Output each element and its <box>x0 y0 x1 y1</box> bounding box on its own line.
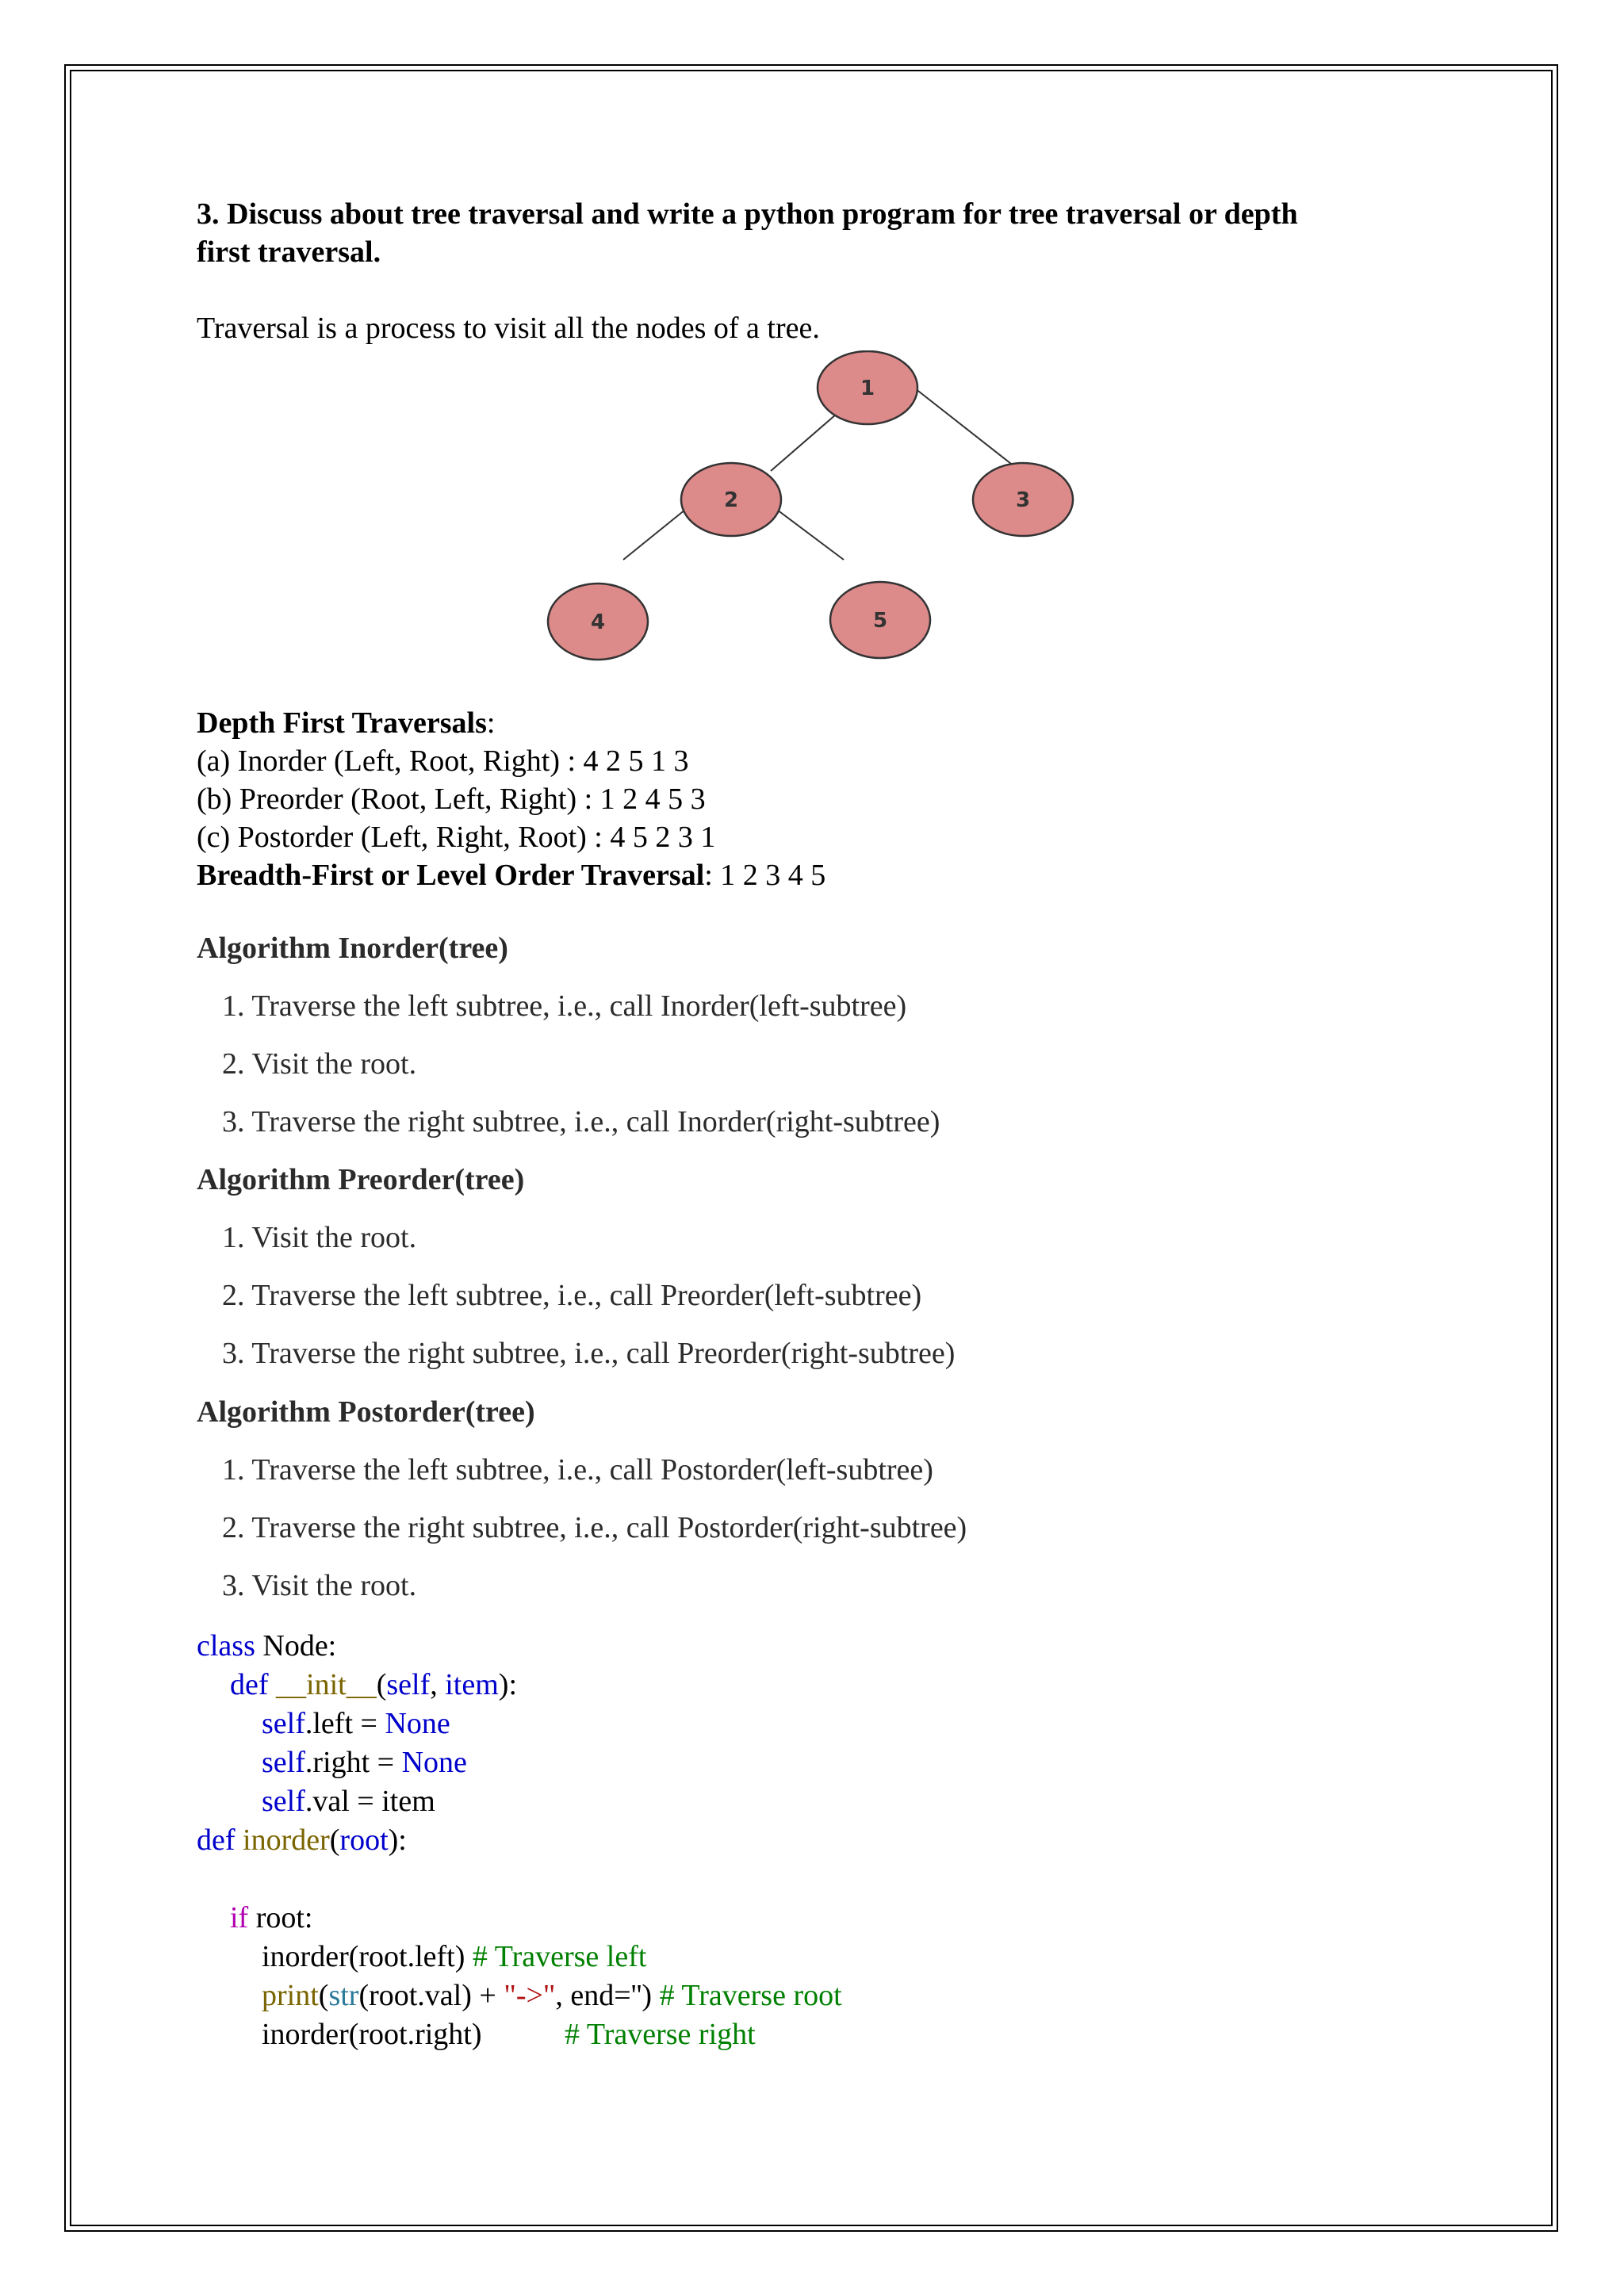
preorder-result: (b) Preorder (Root, Left, Right) : 1 2 4 5 3 <box>197 783 706 816</box>
tree-node-4 <box>548 584 648 660</box>
code-line-self-left: self.left = None <box>262 1707 450 1740</box>
algorithm-preorder-step-3: 3. Traverse the right subtree, i.e., call Preorder(right-subtree) <box>222 1337 956 1370</box>
code-line-if-root: if root: <box>230 1901 313 1934</box>
algorithm-preorder-title: Algorithm Preorder(tree) <box>197 1163 525 1196</box>
algorithm-inorder-step-2: 2. Visit the root. <box>222 1047 417 1081</box>
algorithm-postorder-step-2: 2. Traverse the right subtree, i.e., call Postorder(right-subtree) <box>222 1511 967 1544</box>
algorithm-postorder-step-3: 3. Visit the root. <box>222 1569 417 1602</box>
code-line-inorder-right: inorder(root.right) # Traverse right <box>262 2018 756 2051</box>
bfs-title: Breadth-First or Level Order Traversal <box>197 859 705 892</box>
algorithm-postorder-step-1: 1. Traverse the left subtree, i.e., call Postorder(left-subtree) <box>222 1453 933 1487</box>
dfs-heading <box>197 704 825 742</box>
tree-node-5-label: 5 <box>872 609 888 633</box>
inorder-result: (a) Inorder (Left, Root, Right) : 4 2 5 1 3 <box>197 744 689 778</box>
tree-node-3 <box>973 463 1073 536</box>
algorithm-inorder-step-3: 3. Traverse the right subtree, i.e., call Inorder(right-subtree) <box>222 1105 940 1138</box>
algorithm-inorder-step-1: 1. Traverse the left subtree, i.e., call Inorder(left-subtree) <box>222 989 907 1023</box>
dfs-title: Depth First Traversals <box>197 706 487 740</box>
bfs-value: : 1 2 3 4 5 <box>704 859 826 892</box>
code-line-class: class Node: <box>197 1629 337 1663</box>
tree-node-1 <box>818 351 917 424</box>
tree-node-4-label: 4 <box>590 610 606 634</box>
edge-1-3 <box>915 388 1018 469</box>
traversal-results <box>197 704 825 894</box>
code-line-inorder-left: inorder(root.left) # Traverse left <box>262 1940 647 1973</box>
postorder-result: (c) Postorder (Left, Right, Root) : 4 5 2 3 1 <box>197 821 716 854</box>
code-line-self-val: self.val = item <box>262 1785 435 1818</box>
intro-text: Traversal is a process to visit all the nodes of a tree. <box>197 312 820 345</box>
question-heading-line1: 3. Discuss about tree traversal and write a python program for tree traversal or depth <box>197 197 1298 231</box>
bfs-result <box>197 856 825 894</box>
code-line-def-init: def __init__(self, item): <box>230 1668 518 1701</box>
dfs-title-colon: : <box>486 706 496 740</box>
algorithm-inorder-title: Algorithm Inorder(tree) <box>197 932 508 965</box>
tree-node-5 <box>830 582 930 658</box>
algorithm-preorder-step-2: 2. Traverse the left subtree, i.e., call Preorder(left-subtree) <box>222 1279 922 1312</box>
python-code-block <box>197 1627 842 2054</box>
question-section <box>197 195 1434 347</box>
tree-node-2 <box>681 463 781 536</box>
binary-tree-diagram <box>539 350 1094 675</box>
code-line-blank <box>197 1860 842 1899</box>
algorithm-preorder-step-1: 1. Visit the root. <box>222 1221 417 1254</box>
algorithm-postorder-title: Algorithm Postorder(tree) <box>197 1395 535 1429</box>
code-line-def-inorder: def inorder(root): <box>197 1823 407 1857</box>
tree-node-3-label: 3 <box>1015 488 1031 512</box>
code-line-print: print(str(root.val) + "->", end='') # Traverse root <box>262 1979 842 2012</box>
tree-node-2-label: 2 <box>723 488 739 512</box>
tree-node-1-label: 1 <box>860 377 875 400</box>
code-line-self-right: self.right = None <box>262 1746 467 1779</box>
question-heading-line2: first traversal. <box>197 235 381 269</box>
